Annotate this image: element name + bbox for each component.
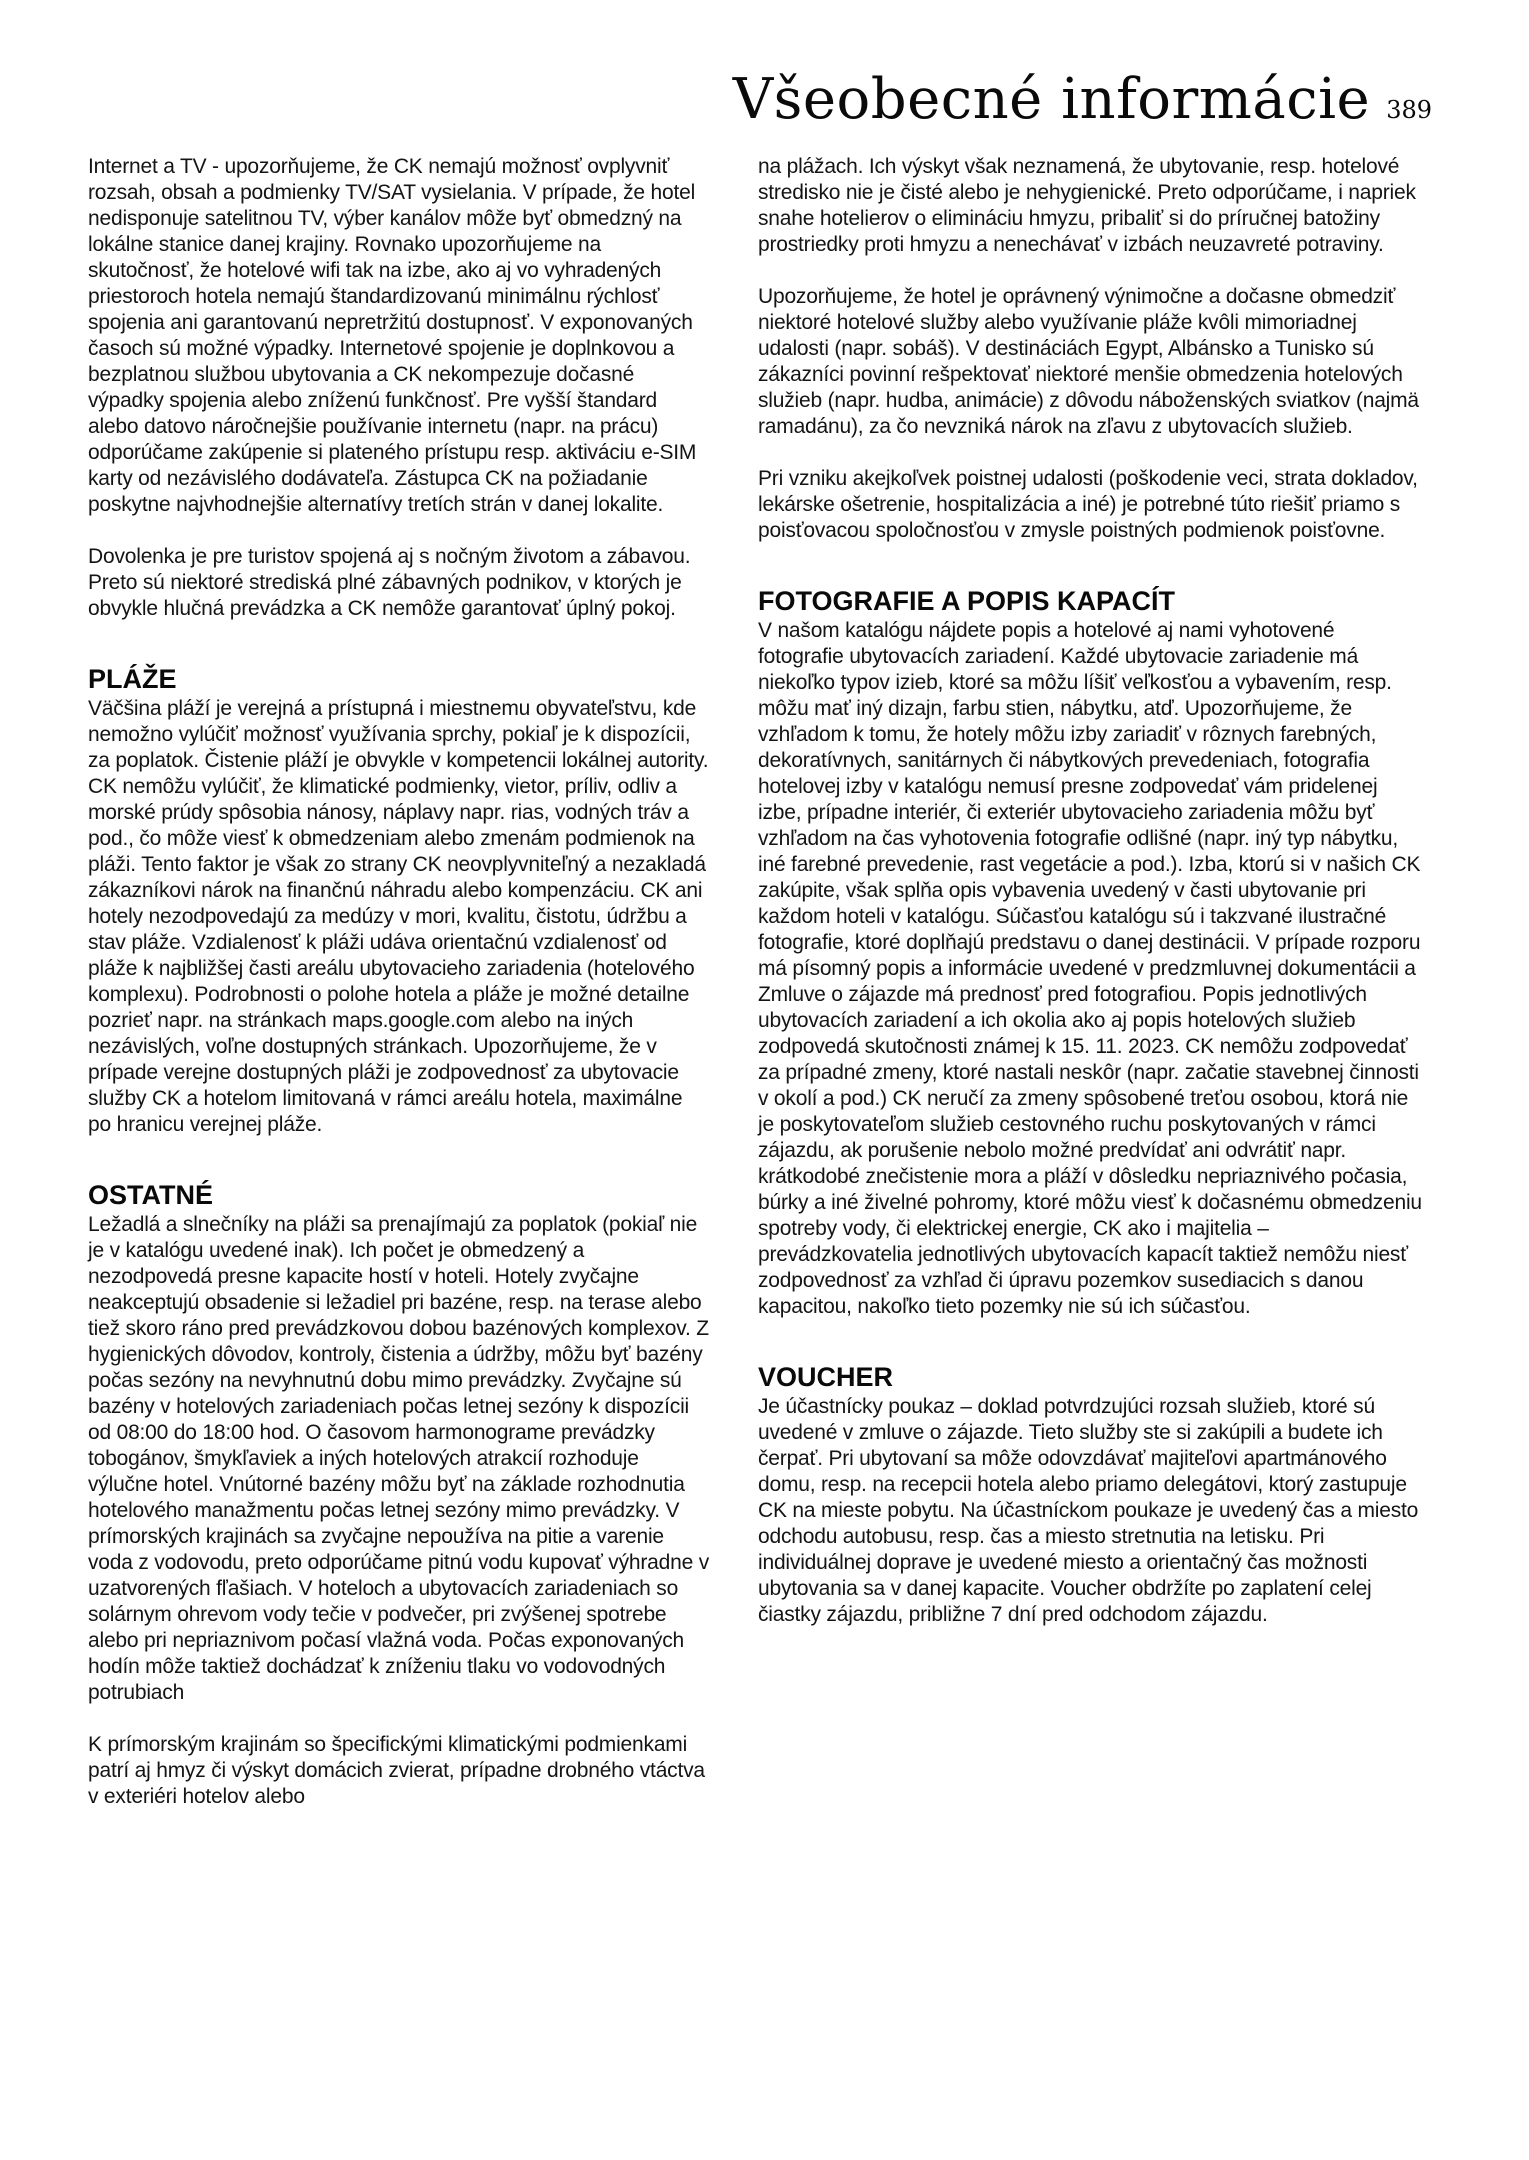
paragraph-obmedzenie-sluzieb: Upozorňujeme, že hotel je oprávnený výnimočne a dočasne obmedziť niektoré hotelové služby alebo využívanie pláže kvôli mimoriadnej udalosti (napr. sobáš). V destináciách Egypt, Albánsko a Tunisko sú zákazníci povinní rešpektovať niektoré menšie obmedzenia hotelových služieb (napr. hudba, animácie) z dôvodu náboženských sviatkov (najmä ramadánu), za čo nevzniká nárok na zľavu z ubytovacích služieb.: [758, 285, 1419, 438]
paragraph-plaze-2: CK nemôžu vylúčiť, že klimatické podmienky, vietor, príliv, odliv a morské prúdy spôsobia nánosy, náplavy napr. rias, vodných tráv a pod., čo môže viesť k obmedzeniam alebo zmenám podmienok na pláži. Tento faktor je však zo strany CK neovplyvniteľný a nezakladá zákazníkovi nárok na finančnú náhradu alebo kompenzáciu. CK ani hotely nezodpovedajú za medúzy v mori, kvalitu, čistotu, údržbu a stav pláže. Vzdialenosť k pláži udáva orientačnú vzdialenosť od pláže k najbližšej časti areálu ubytovacieho zariadenia (hotelového komplexu). Podrobnosti o polohe hotela a pláže je možné detailne pozrieť napr. na stránkach maps.google.com alebo na iných nezávislých, voľne dostupných stránkach. Upozorňujeme, že v prípade verejne dostupných pláži je zodpovednosť za ubytovacie služby CK a hotelom limitovaná v rámci areálu hotela, maximálne po hranicu verejnej pláže.: [88, 775, 706, 1136]
paragraph-dovolenka: Dovolenka je pre turistov spojená aj s nočným životom a zábavou. Preto sú niektoré strediská plné zábavných podnikov, v ktorých je obvykle hlučná prevádzka a CK nemôže garantovať úplný pokoj.: [88, 545, 691, 620]
paragraph-internet-tv: Internet a TV - upozorňujeme, že CK nemajú možnosť ovplyvniť rozsah, obsah a podmienky TV/SAT vysielania. V prípade, že hotel nedisponuje satelitnou TV, výber kanálov môže byť obmedzný na lokálne stanice danej krajiny. Rovnako upozorňujeme na skutočnosť, že hotelové wifi tak na izbe, ako aj vo vyhradených priestoroch hotela nemajú štandardizovanú minimálnu rýchlosť spojenia ani garantovanú nepretržitú dostupnosť. V exponovaných časoch sú možné výpadky. Internetové spojenie je doplnkovou a bezplatnou službou ubytovania a CK nekompezuje dočasné výpadky spojenia alebo zníženú funkčnosť. Pre vyšší štandard alebo datovo náročnejšie používanie internetu (napr. na prácu) odporúčame zakúpenie si plateného prístupu resp. aktiváciu e-SIM karty od nezávislého dodávateľa. Zástupca CK na požiadanie poskytne najvhodnejšie alternatívy tretích strán v danej lokalite.: [88, 155, 697, 516]
page-number: 389: [1386, 96, 1432, 124]
right-column: [758, 154, 1423, 1810]
paragraph-plaze-1: Väčšina pláží je verejná a prístupná i miestnemu obyvateľstvu, kde nemožno vylúčiť možnosť využívania sprchy, pokiaľ je k dispozícii, za poplatok. Čistenie pláží je obvykle v kompetencii lokálnej autority.: [88, 697, 709, 772]
paragraph-ostatne-1: Ležadlá a slnečníky na pláži sa prenajímajú za poplatok (pokiaľ nie je v katalógu uvedené inak). Ich počet je obmedzený a nezodpovedá presne kapacite hostí v hoteli. Hotely zvyčajne neakceptujú obsadenie si ležadiel pri bazéne, resp. na terase alebo tiež skoro ráno pred prevádzkovou dobou bazénových komplexov. Z hygienických dôvodov, kontroly, čistenia a údržby, môžu byť bazény počas sezóny na nevyhnutnú dobu mimo prevádzky. Zvyčajne sú bazény v hotelových zariadeniach počas letnej sezóny k dispozícii od 08:00 do 18:00 hod. O časovom harmonograme prevádzky tobogánov, šmykľaviek a iných hotelových atrakcií rozhoduje výlučne hotel. Vnútorné bazény môžu byť na základe rozhodnutia hotelového manažmentu počas letnej sezóny mimo prevádzky. V prímorských krajinách sa zvyčajne nepoužíva na pitie a varenie voda z vodovodu, preto odporúčame pitnú vodu kupovať výhradne v uzatvorených fľašiach. V hoteloch a ubytovacích zariadeniach so solárnym ohrevom vody tečie v podvečer, pri zvýšenej spotrebe alebo pri nepriaznivom počasí vlažná voda. Počas exponovaných hodín môže taktiež dochádzať k zníženiu tlaku vo vodovodných potrubiach: [88, 1213, 710, 1704]
page-title: Všeobecné informácie: [732, 67, 1371, 132]
paragraph-poistna-udalost: Pri vzniku akejkoľvek poistnej udalosti (poškodenie veci, strata dokladov, lekárske ošetrenie, hospitalizácia a iné) je potrebné túto riešiť priamo s poisťovacou spoločnosťou v zmysle poistných podmienok poisťovne.: [758, 467, 1418, 542]
left-column: [88, 154, 710, 1810]
content-columns: [0, 154, 1529, 1810]
paragraph-fotografie: V našom katalógu nájdete popis a hotelové aj nami vyhotovené fotografie ubytovacích zariadení. Každé ubytovacie zariadenie má niekoľko typov izieb, ktoré sa môžu líšiť veľkosťou a vybavením, resp. môžu mať iný dizajn, farbu stien, nábytku, atď. Upozorňujeme, že vzhľadom k tomu, že hotely môžu izby zariadiť v rôznych farebných, dekoratívnych, sanitárnych či nábytkových prevedeniach, fotografia hotelovej izby v katalógu nemusí presne zodpovedať vám pridelenej izbe, prípadne interiér, či exteriér ubytovacieho zariadenia môžu byť vzhľadom na čas vyhotovenia fotografie odlišné (napr. iný typ nábytku, iné farebné prevedenie, rast vegetácie a pod.). Izba, ktorú si v našich CK zakúpite, však splňa opis vybavenia uvedený v časti ubytovanie pri každom hoteli v katalógu. Súčasťou katalógu sú i takzvané ilustračné fotografie, ktoré doplňajú predstavu o danej destinácii. V prípade rozporu má písomný popis a informácie uvedené v predzmluvnej dokumentácii a Zmluve o zájazde má prednosť pred fotografiou. Popis jednotlivých ubytovacích zariadení a ich okolia ako aj popis hotelových služieb zodpovedá skutočnosti známej k 15. 11. 2023. CK nemôžu zodpovedať za prípadné zmeny, ktoré nastali neskôr (napr. začatie stavebnej činnosti v okolí a pod.) CK neručí za zmeny spôsobené treťou osobou, ktorá nie je poskytovateľom služieb cestovného ruchu poskytovaných v rámci zájazdu, ak porušenie nebolo možné predvídať ani odvrátiť napr. krátkodobé znečistenie mora a pláží v dôsledku nepriaznivého počasia, búrky a iné živelné pohromy, ktoré môžu viesť k dočasnému obmedzeniu spotreby vody, či elektrickej energie, CK ako i majitelia – prevádzkovatelia jednotlivých ubytovacích kapacít taktiež nemôžu niesť zodpovednosť za vzhľad či úpravu pozemkov susediacich s danou kapacitou, nakoľko tieto pozemky nie sú ich súčasťou.: [758, 619, 1422, 1318]
section-heading-fotografie: FOTOGRAFIE A POPIS KAPACÍT: [758, 586, 1176, 616]
paragraph-voucher: Je účastnícky poukaz – doklad potvrdzujúci rozsah služieb, ktoré sú uvedené v zmluve o zájazde. Tieto služby ste si zakúpili a budete ich čerpať. Pri ubytovaní sa môže odovzdávať majiteľovi apartmánového domu, resp. na recepcii hotela alebo priamo delegátovi, ktorý zastupuje CK na mieste pobytu. Na účastníckom poukaze je uvedený čas a miesto odchodu autobusu, resp. čas a miesto stretnutia na letisku. Pri individuálnej doprave je uvedené miesto a orientačný čas možnosti ubytovania sa v danej kapacite. Voucher obdržíte po zaplatení celej čiastky zájazdu, približne 7 dní pred odchodom zájazdu.: [758, 1395, 1419, 1626]
paragraph-ostatne-2: K prímorským krajinám so špecifickými klimatickými podmienkami patrí aj hmyz či výskyt domácich zvierat, prípadne drobného vtáctva v exteriéri hotelov alebo: [88, 1733, 705, 1808]
section-heading-voucher: VOUCHER: [758, 1362, 894, 1392]
section-heading-plaze: PLÁŽE: [88, 664, 177, 694]
page-header: [0, 0, 1529, 132]
paragraph-hmyz-continuation: na plážach. Ich výskyt však neznamená, že ubytovanie, resp. hotelové stredisko nie je čisté alebo je nehygienické. Preto odporúčame, i napriek snahe hotelierov o elimináciu hmyzu, pribaliť si do príručnej batožiny prostriedky proti hmyzu a nenechávať v izbách neuzavreté potraviny.: [758, 155, 1416, 256]
section-heading-ostatne: OSTATNÉ: [88, 1180, 213, 1210]
